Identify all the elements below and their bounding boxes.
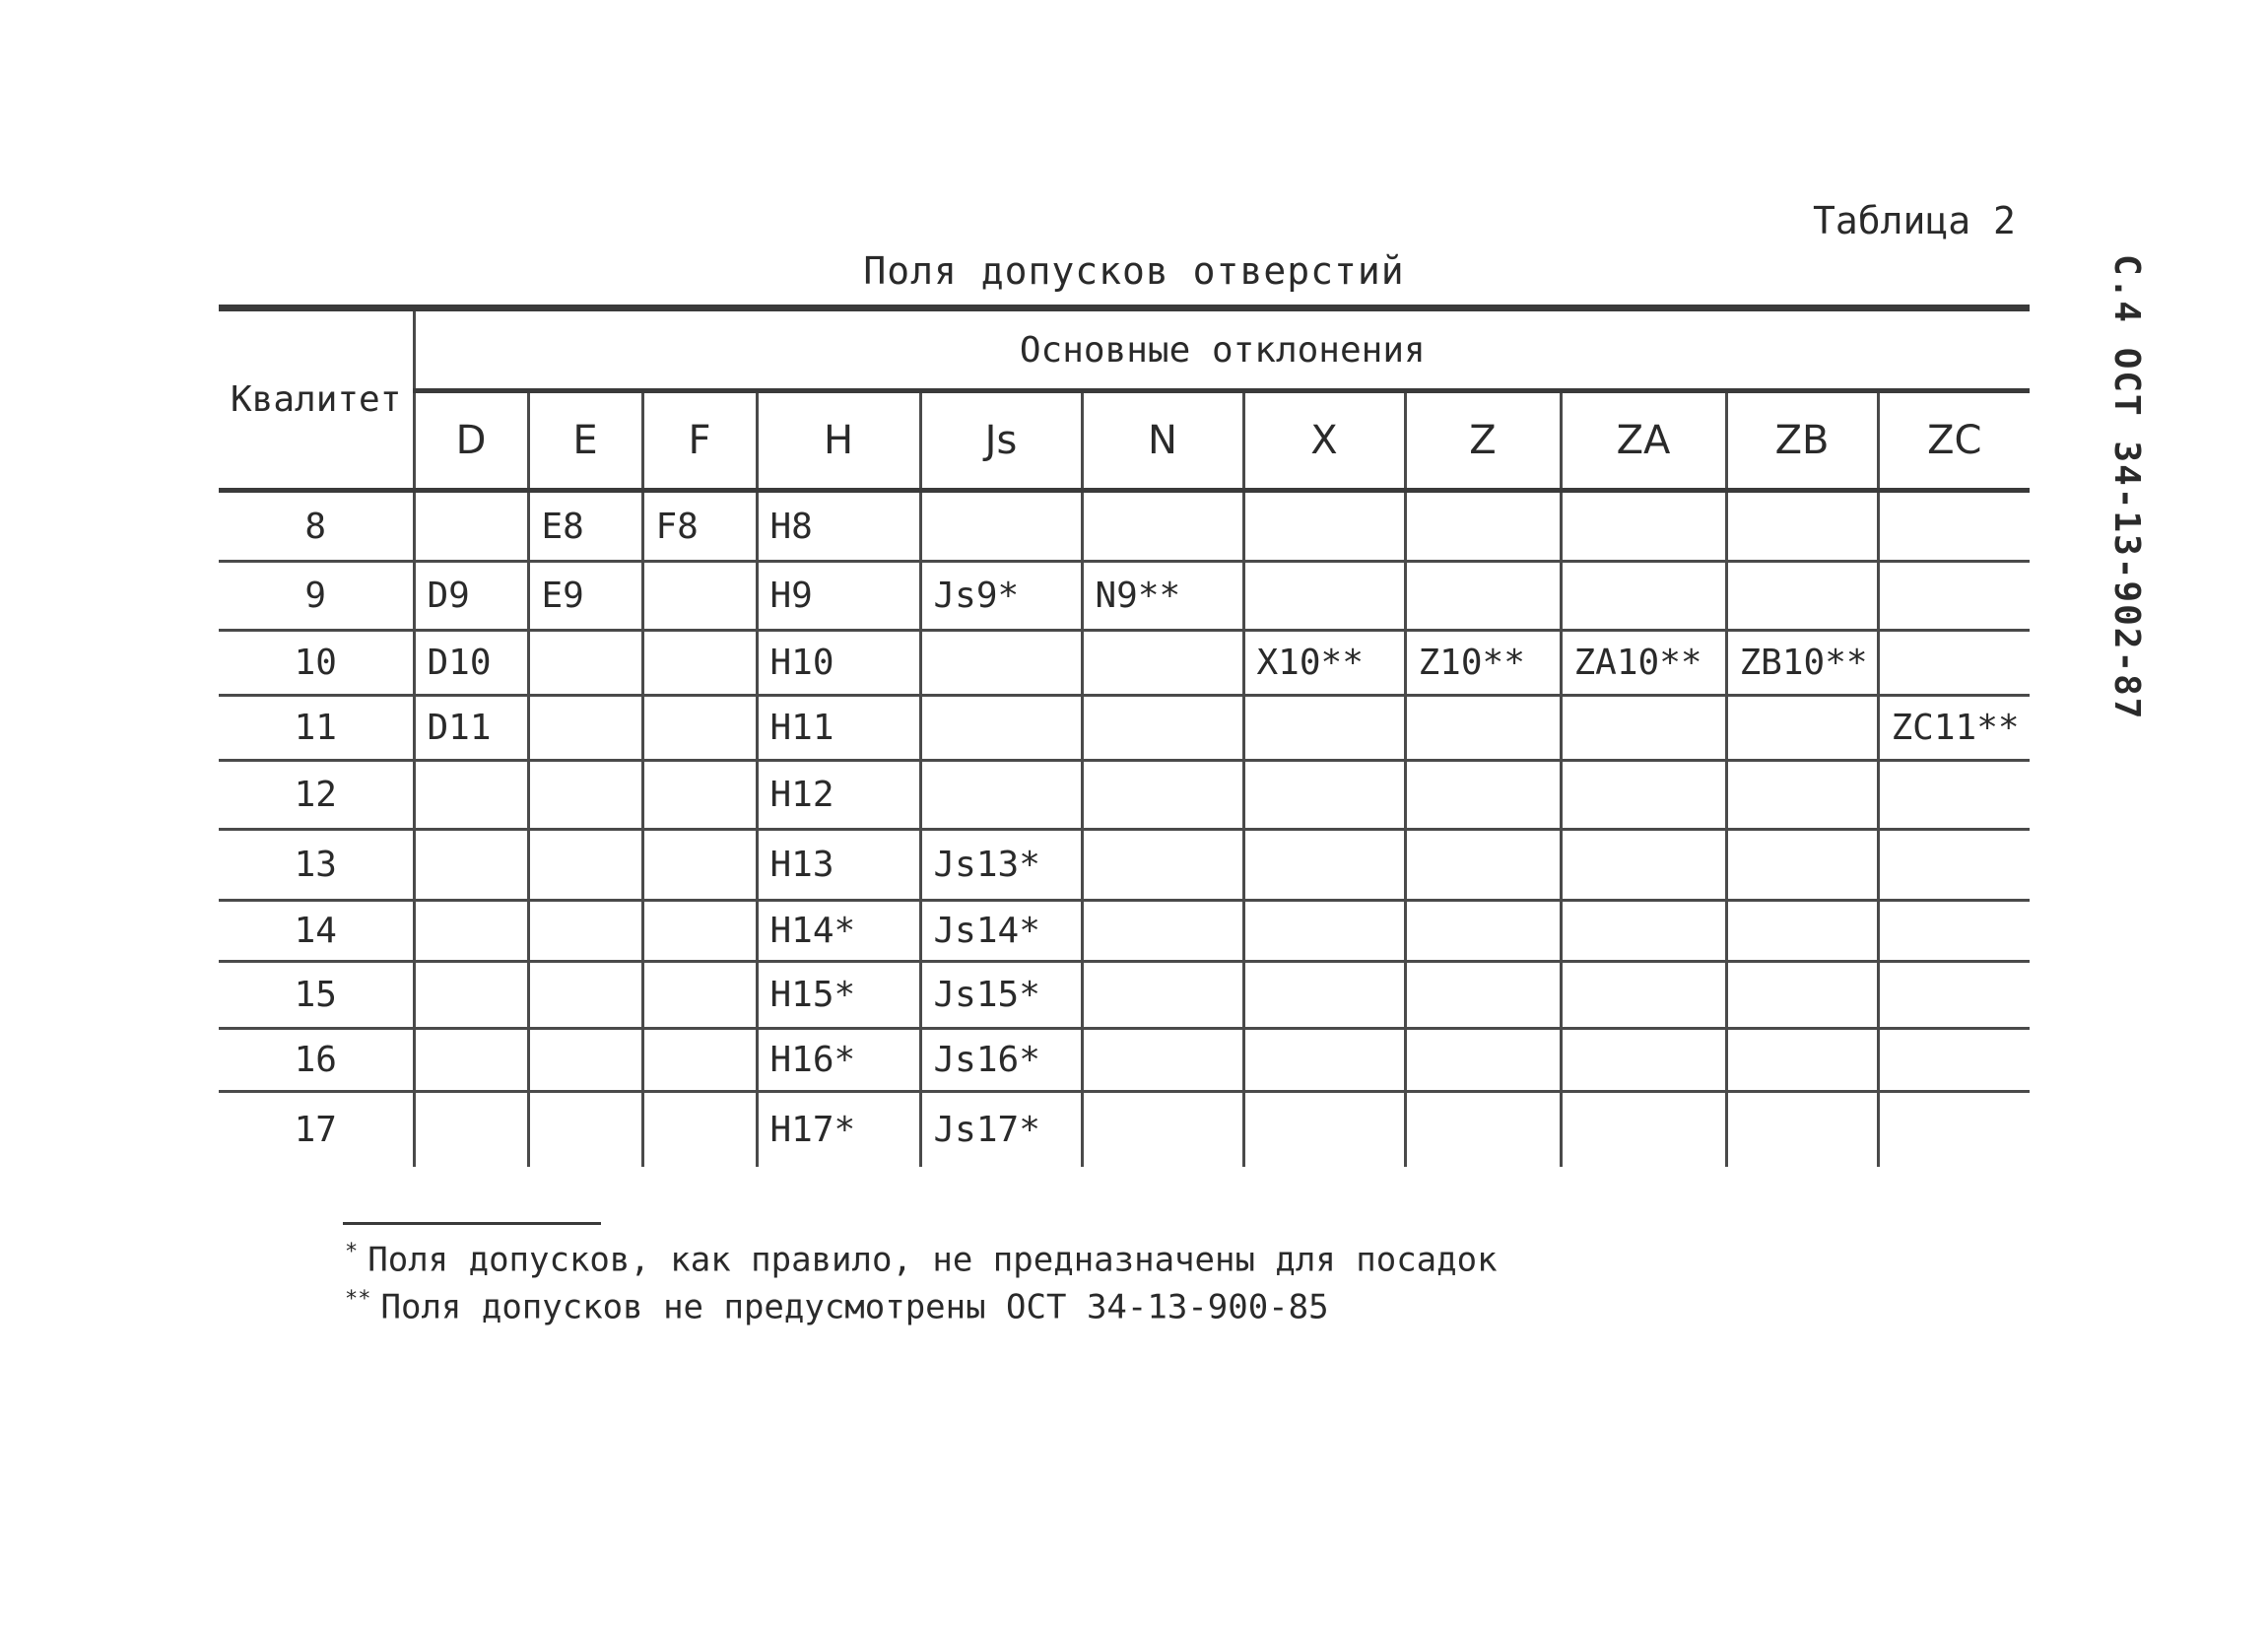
tolerance-cell bbox=[1082, 901, 1243, 962]
tolerance-cell: Js9* bbox=[920, 562, 1082, 631]
qualitet-cell: 13 bbox=[219, 830, 414, 901]
qualitet-cell: 17 bbox=[219, 1092, 414, 1167]
tolerance-cell bbox=[528, 696, 642, 761]
tolerance-cell: H17* bbox=[757, 1092, 920, 1167]
column-header-e: E bbox=[528, 391, 642, 491]
tolerance-cell bbox=[1726, 962, 1878, 1029]
tolerance-cell bbox=[1561, 830, 1726, 901]
tolerance-cell: ZB10** bbox=[1726, 631, 1878, 696]
tolerance-table bbox=[219, 305, 2030, 1167]
tolerance-cell bbox=[528, 962, 642, 1029]
tolerance-cell bbox=[414, 901, 528, 962]
table-row bbox=[219, 696, 2030, 761]
tolerance-cell: X10** bbox=[1243, 631, 1405, 696]
tolerance-cell bbox=[1243, 562, 1405, 631]
footnote-text: Поля допусков не предусмотрены ОСТ 34-13-900-85 bbox=[380, 1287, 1329, 1327]
tolerance-cell bbox=[1561, 696, 1726, 761]
tolerance-cell bbox=[1405, 962, 1561, 1029]
tolerance-cell bbox=[528, 761, 642, 830]
table-row bbox=[219, 1092, 2030, 1167]
deviations-header: Основные отклонения bbox=[1019, 329, 1426, 371]
table-body bbox=[219, 491, 2030, 1167]
qualitet-cell: 14 bbox=[219, 901, 414, 962]
tolerance-cell bbox=[528, 631, 642, 696]
tolerance-cell bbox=[1561, 562, 1726, 631]
footnote-text: Поля допусков, как правило, не предназначены для посадок bbox=[367, 1240, 1498, 1280]
tolerance-cell bbox=[1243, 491, 1405, 562]
column-header-za: ZA bbox=[1561, 391, 1726, 491]
tolerance-cell bbox=[642, 901, 757, 962]
footnote-single-star bbox=[345, 1240, 1498, 1279]
tolerance-cell bbox=[1405, 1029, 1561, 1092]
tolerance-cell: Js15* bbox=[920, 962, 1082, 1029]
tolerance-cell bbox=[1405, 491, 1561, 562]
tolerance-cell: H12 bbox=[757, 761, 920, 830]
table-row bbox=[219, 631, 2030, 696]
column-header-n: N bbox=[1082, 391, 1243, 491]
deviation-columns-row bbox=[219, 391, 2030, 491]
tolerance-cell: H15* bbox=[757, 962, 920, 1029]
tolerance-cell bbox=[1082, 830, 1243, 901]
tolerance-cell: H13 bbox=[757, 830, 920, 901]
table-row bbox=[219, 901, 2030, 962]
tolerance-cell: D9 bbox=[414, 562, 528, 631]
table-row bbox=[219, 1029, 2030, 1092]
footnote-mark: ** bbox=[345, 1287, 371, 1312]
tolerance-cell bbox=[1726, 491, 1878, 562]
column-header-js: Js bbox=[920, 391, 1082, 491]
tolerance-cell bbox=[414, 1092, 528, 1167]
tolerance-cell bbox=[1878, 1029, 2030, 1092]
table-row bbox=[219, 491, 2030, 562]
qualitet-cell: 12 bbox=[219, 761, 414, 830]
tolerance-cell bbox=[1082, 761, 1243, 830]
tolerance-cell bbox=[1878, 830, 2030, 901]
qualitet-cell: 15 bbox=[219, 962, 414, 1029]
tolerance-cell: H16* bbox=[757, 1029, 920, 1092]
tolerance-cell bbox=[1561, 491, 1726, 562]
tolerance-cell bbox=[1726, 562, 1878, 631]
table-row bbox=[219, 761, 2030, 830]
tolerance-cell bbox=[642, 962, 757, 1029]
tolerance-cell: Js16* bbox=[920, 1029, 1082, 1092]
tolerance-cell bbox=[1405, 761, 1561, 830]
tolerance-cell bbox=[1405, 1092, 1561, 1167]
page-reference: С.4 ОСТ 34-13-902-87 bbox=[2106, 254, 2147, 721]
tolerance-cell bbox=[1878, 491, 2030, 562]
tolerance-cell bbox=[1561, 1092, 1726, 1167]
column-header-x: X bbox=[1243, 391, 1405, 491]
tolerance-cell bbox=[1878, 962, 2030, 1029]
footnote-double-star bbox=[345, 1287, 1329, 1326]
tolerance-cell bbox=[642, 1092, 757, 1167]
tolerance-cell bbox=[1561, 1029, 1726, 1092]
qualitet-cell: 10 bbox=[219, 631, 414, 696]
tolerance-cell: ZC11** bbox=[1891, 708, 2020, 748]
qualitet-cell: 11 bbox=[219, 696, 414, 761]
tolerance-cell: D11 bbox=[414, 696, 528, 761]
tolerance-cell bbox=[1082, 962, 1243, 1029]
footnote-separator bbox=[343, 1222, 601, 1225]
tolerance-cell bbox=[642, 761, 757, 830]
table-row bbox=[219, 562, 2030, 631]
qualitet-cell: 9 bbox=[219, 562, 414, 631]
tolerance-cell bbox=[1082, 631, 1243, 696]
tolerance-cell bbox=[1561, 761, 1726, 830]
tolerance-cell: Js14* bbox=[920, 901, 1082, 962]
tolerance-cell bbox=[920, 491, 1082, 562]
qualitet-header: Квалитет bbox=[219, 308, 414, 491]
footnote-mark: * bbox=[345, 1240, 359, 1264]
tolerance-cell bbox=[642, 1029, 757, 1092]
tolerance-cell bbox=[642, 696, 757, 761]
tolerance-cell bbox=[414, 1029, 528, 1092]
tolerance-cell bbox=[528, 1092, 642, 1167]
tolerance-cell bbox=[1405, 562, 1561, 631]
tolerance-cell bbox=[1243, 696, 1405, 761]
tolerance-cell bbox=[1082, 1029, 1243, 1092]
tolerance-cell bbox=[1561, 901, 1726, 962]
tolerance-cell bbox=[1561, 962, 1726, 1029]
tolerance-cell bbox=[1726, 1029, 1878, 1092]
tolerance-cell bbox=[1726, 830, 1878, 901]
tolerance-cell bbox=[1243, 830, 1405, 901]
tolerance-cell bbox=[1243, 1029, 1405, 1092]
column-header-d: D bbox=[414, 391, 528, 491]
tolerance-cell bbox=[1243, 962, 1405, 1029]
tolerance-cell bbox=[1726, 696, 1878, 761]
tolerance-cell bbox=[1878, 1092, 2030, 1167]
table-title: Поля допусков отверстий bbox=[863, 249, 1405, 293]
tolerance-cell: Js13* bbox=[920, 830, 1082, 901]
tolerance-cell bbox=[414, 830, 528, 901]
tolerance-cell: H9 bbox=[757, 562, 920, 631]
tolerance-cell: ZA10** bbox=[1561, 631, 1726, 696]
tolerance-cell bbox=[414, 962, 528, 1029]
tolerance-cell bbox=[642, 830, 757, 901]
tolerance-cell bbox=[1405, 901, 1561, 962]
tolerance-cell: N9** bbox=[1082, 562, 1243, 631]
qualitet-cell: 8 bbox=[219, 491, 414, 562]
column-header-zb: ZB bbox=[1726, 391, 1878, 491]
table-row bbox=[219, 962, 2030, 1029]
tolerance-cell bbox=[920, 631, 1082, 696]
tolerance-cell bbox=[414, 761, 528, 830]
tolerance-cell bbox=[1243, 761, 1405, 830]
column-header-f: F bbox=[642, 391, 757, 491]
tolerance-cell bbox=[1082, 491, 1243, 562]
tolerance-cell: H11 bbox=[757, 696, 920, 761]
tolerance-cell: Z10** bbox=[1405, 631, 1561, 696]
tolerance-cell bbox=[1726, 1092, 1878, 1167]
tolerance-cell bbox=[528, 830, 642, 901]
tolerance-cell bbox=[1878, 901, 2030, 962]
tolerance-cell: H10 bbox=[757, 631, 920, 696]
tolerance-cell: H14* bbox=[757, 901, 920, 962]
tolerance-cell bbox=[920, 761, 1082, 830]
table-number: Таблица 2 bbox=[1813, 199, 2016, 242]
tolerance-cell bbox=[1405, 830, 1561, 901]
tolerance-cell bbox=[528, 1029, 642, 1092]
tolerance-cell bbox=[1082, 1092, 1243, 1167]
tolerance-cell bbox=[1878, 761, 2030, 830]
tolerance-cell bbox=[1726, 761, 1878, 830]
tolerance-cell bbox=[642, 562, 757, 631]
tolerance-cell: F8 bbox=[642, 491, 757, 562]
tolerance-cell bbox=[642, 631, 757, 696]
tolerance-cell bbox=[1243, 901, 1405, 962]
tolerance-cell bbox=[528, 901, 642, 962]
tolerance-cell: H8 bbox=[757, 491, 920, 562]
tolerance-cell bbox=[1878, 631, 2030, 696]
column-header-h: H bbox=[757, 391, 920, 491]
tolerance-cell: D10 bbox=[414, 631, 528, 696]
column-header-zc: ZC bbox=[1878, 391, 2030, 491]
column-header-z: Z bbox=[1405, 391, 1561, 491]
tolerance-cell bbox=[1082, 696, 1243, 761]
tolerance-cell bbox=[1243, 1092, 1405, 1167]
table-row bbox=[219, 830, 2030, 901]
tolerance-cell: E9 bbox=[528, 562, 642, 631]
tolerance-cell: Js17* bbox=[920, 1092, 1082, 1167]
tolerance-cell bbox=[920, 696, 1082, 761]
qualitet-cell: 16 bbox=[219, 1029, 414, 1092]
tolerance-cell bbox=[414, 491, 528, 562]
tolerance-cell: E8 bbox=[528, 491, 642, 562]
tolerance-cell bbox=[1405, 696, 1561, 761]
tolerance-cell bbox=[1726, 901, 1878, 962]
tolerance-cell bbox=[1878, 562, 2030, 631]
